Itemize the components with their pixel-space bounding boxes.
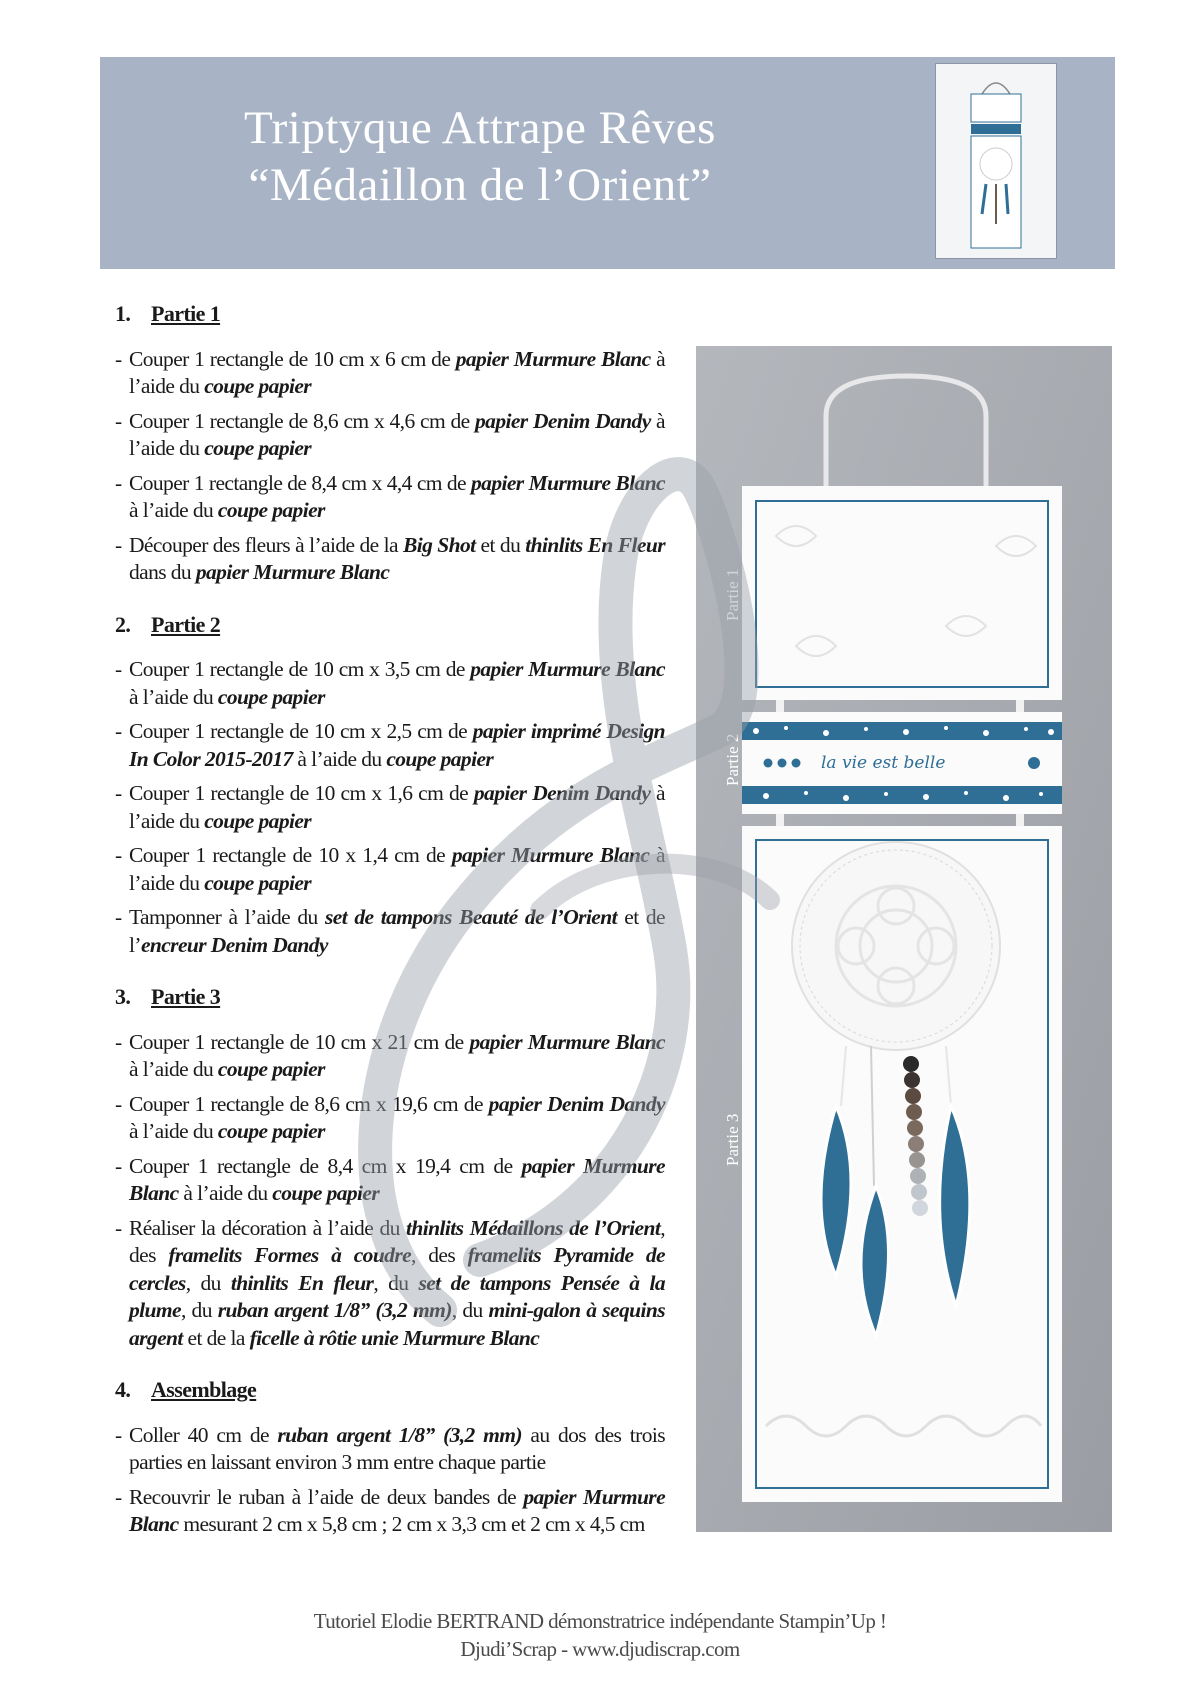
instruction-text: Recouvrir le ruban à l’aide de deux bandes de (129, 1484, 524, 1509)
instruction-text: , du (451, 1298, 489, 1322)
material-name: papier Murmure Blanc (471, 470, 665, 495)
thumbnail-illustration (936, 64, 1056, 258)
material-name: framelits Formes à coudre (168, 1243, 412, 1267)
material-name: papier Murmure Blanc (195, 560, 390, 584)
footer-site: Djudi’Scrap - www.djudiscrap.com (460, 1637, 740, 1661)
section (115, 1376, 665, 1539)
instruction-text: , du (185, 1270, 231, 1295)
section-items (115, 1422, 665, 1539)
section-number: 4. (115, 1377, 131, 1402)
instruction-item (115, 1091, 665, 1146)
material-name: mini-galon à sequins argent (129, 1298, 665, 1350)
instruction-item (115, 408, 665, 463)
material-name: papier Murmure Blanc (451, 843, 650, 867)
material-name: thinlits Médaillons de l’Orient (406, 1215, 661, 1240)
title-line-2: “Médaillon de l’Orient” (248, 159, 712, 211)
instruction-item (115, 1029, 665, 1084)
instruction-text: , des (411, 1243, 468, 1267)
instruction-text: à l’aide du (129, 781, 665, 833)
material-name: coupe papier (217, 498, 325, 522)
section-title (115, 983, 665, 1011)
instruction-text: à l’aide du (178, 1181, 273, 1205)
instruction-text: à l’aide du (129, 346, 666, 398)
section-title (115, 300, 665, 328)
material-name: papier Murmure Blanc (129, 1484, 666, 1536)
title-line-1: Triptyque Attrape Rêves (244, 102, 716, 154)
instruction-text: Couper 1 rectangle de 10 x 1,4 cm de (129, 843, 452, 867)
instruction-text: au dos des trois parties en laissant environ 3 mm entre chaque partie (129, 1422, 665, 1474)
section-heading: Partie 2 (151, 611, 221, 637)
material-name: coupe papier (204, 808, 312, 833)
material-name: papier Murmure Blanc (129, 1153, 666, 1205)
section-items (115, 346, 665, 587)
instruction-text: Coller 40 cm de (129, 1422, 278, 1447)
stamp-text: la vie est belle (821, 753, 946, 773)
instruction-text: , du (180, 1298, 218, 1322)
section (115, 983, 665, 1352)
material-name: coupe papier (204, 374, 312, 398)
section (115, 300, 665, 587)
material-name: thinlits En Fleur (525, 532, 665, 557)
material-name: coupe papier (272, 1181, 380, 1205)
section-number: 3. (115, 984, 131, 1009)
project-photo (696, 346, 1112, 1532)
material-name: set de tampons Pensée à la plume (129, 1270, 665, 1322)
instruction-text: à l’aide du (129, 684, 218, 709)
instruction-text: et de la (182, 1325, 250, 1350)
instruction-text: mesurant 2 cm x 5,8 cm ; 2 cm x 3,3 cm et 2 cm x 4,5 cm (178, 1512, 645, 1536)
instruction-item (115, 780, 665, 835)
section-heading: Partie 1 (151, 301, 221, 326)
instruction-text: à l’aide du (129, 1119, 218, 1143)
instruction-text: Couper 1 rectangle de 10 cm x 1,6 cm de (129, 781, 474, 805)
material-name: ficelle à rôtie unie Murmure Blanc (249, 1325, 540, 1350)
instruction-text: à l’aide du (129, 408, 666, 460)
material-name: papier imprimé Design In Color 2015-2017 (129, 719, 665, 771)
material-name: framelits Pyramide de cercles (129, 1243, 665, 1295)
instruction-item (115, 1422, 665, 1477)
dreamcatcher-illustration (696, 346, 1112, 1532)
section-number: 2. (115, 611, 131, 637)
instruction-text: Réaliser la décoration à l’aide du (129, 1215, 407, 1240)
instruction-text: Couper 1 rectangle de 8,4 cm x 4,4 cm de (129, 470, 472, 495)
instruction-text: Tamponner à l’aide du (129, 905, 325, 929)
section-heading: Assemblage (151, 1377, 257, 1402)
instruction-text: à l’aide du (292, 746, 387, 771)
footer (0, 1607, 1200, 1663)
instruction-text: Couper 1 rectangle de 10 cm x 21 cm de (129, 1029, 470, 1054)
instruction-item (115, 532, 665, 587)
material-name: papier Murmure Blanc (470, 657, 665, 681)
instruction-item (115, 346, 665, 401)
label-partie-2: Partie 2 (723, 733, 742, 786)
instruction-item (115, 1153, 665, 1208)
instruction-item (115, 842, 665, 897)
material-name: papier Denim Dandy (488, 1091, 665, 1116)
section-title (115, 611, 665, 639)
instruction-text: Couper 1 rectangle de 8,4 cm x 19,4 cm de (129, 1153, 522, 1178)
material-name: coupe papier (204, 436, 312, 460)
material-name: papier Murmure Blanc (455, 346, 651, 371)
instruction-text: , du (373, 1270, 419, 1295)
instruction-text: Couper 1 rectangle de 10 cm x 6 cm de (129, 346, 456, 371)
section (115, 611, 665, 960)
material-name: coupe papier (217, 684, 325, 709)
material-name: encreur Denim Dandy (140, 932, 328, 957)
material-name: coupe papier (217, 1119, 325, 1143)
instruction-text: Couper 1 rectangle de 8,6 cm x 4,6 cm de (129, 408, 476, 433)
instruction-text: et de l’ (129, 905, 666, 957)
label-partie-3: Partie 3 (723, 1113, 742, 1166)
material-name: thinlits En fleur (230, 1270, 374, 1295)
instruction-text: Couper 1 rectangle de 8,6 cm x 19,6 cm de (129, 1091, 489, 1116)
material-name: ruban argent 1/8” (3,2 mm) (217, 1298, 452, 1322)
instruction-text: , des (129, 1215, 665, 1267)
instruction-item (115, 470, 665, 525)
instruction-text: Découper des fleurs à l’aide de la (129, 532, 403, 557)
instruction-item (115, 656, 665, 711)
page-title (100, 100, 860, 214)
instruction-item (115, 1484, 665, 1539)
material-name: ruban argent 1/8” (3,2 mm) (277, 1422, 522, 1447)
section-title (115, 1376, 665, 1404)
instruction-item (115, 718, 665, 773)
project-thumbnail (935, 63, 1057, 259)
instruction-text: et du (475, 532, 526, 557)
instruction-text: à l’aide du (129, 498, 218, 522)
label-partie-1: Partie 1 (723, 568, 742, 621)
instruction-item (115, 1215, 665, 1353)
instructions (115, 300, 665, 1563)
section-heading: Partie 3 (151, 984, 221, 1009)
material-name: papier Murmure Blanc (469, 1029, 665, 1054)
instruction-text: à l’aide du (129, 1057, 218, 1081)
instruction-text: à l’aide du (129, 843, 665, 895)
instruction-item (115, 904, 665, 959)
material-name: set de tampons Beauté de l’Orient (324, 905, 617, 929)
instruction-text: dans du (129, 560, 196, 584)
section-items (115, 1029, 665, 1353)
footer-credit: Tutoriel Elodie BERTRAND démonstratrice indépendante Stampin’Up ! (313, 1609, 887, 1633)
instruction-text: Couper 1 rectangle de 10 cm x 3,5 cm de (129, 657, 471, 681)
instruction-text: Couper 1 rectangle de 10 cm x 2,5 cm de (129, 719, 473, 743)
material-name: coupe papier (204, 870, 312, 895)
material-name: Big Shot (402, 532, 476, 557)
section-number: 1. (115, 301, 131, 326)
section-items (115, 656, 665, 959)
material-name: papier Denim Dandy (475, 408, 651, 433)
material-name: papier Denim Dandy (473, 781, 651, 805)
material-name: coupe papier (217, 1057, 325, 1081)
material-name: coupe papier (386, 746, 494, 771)
